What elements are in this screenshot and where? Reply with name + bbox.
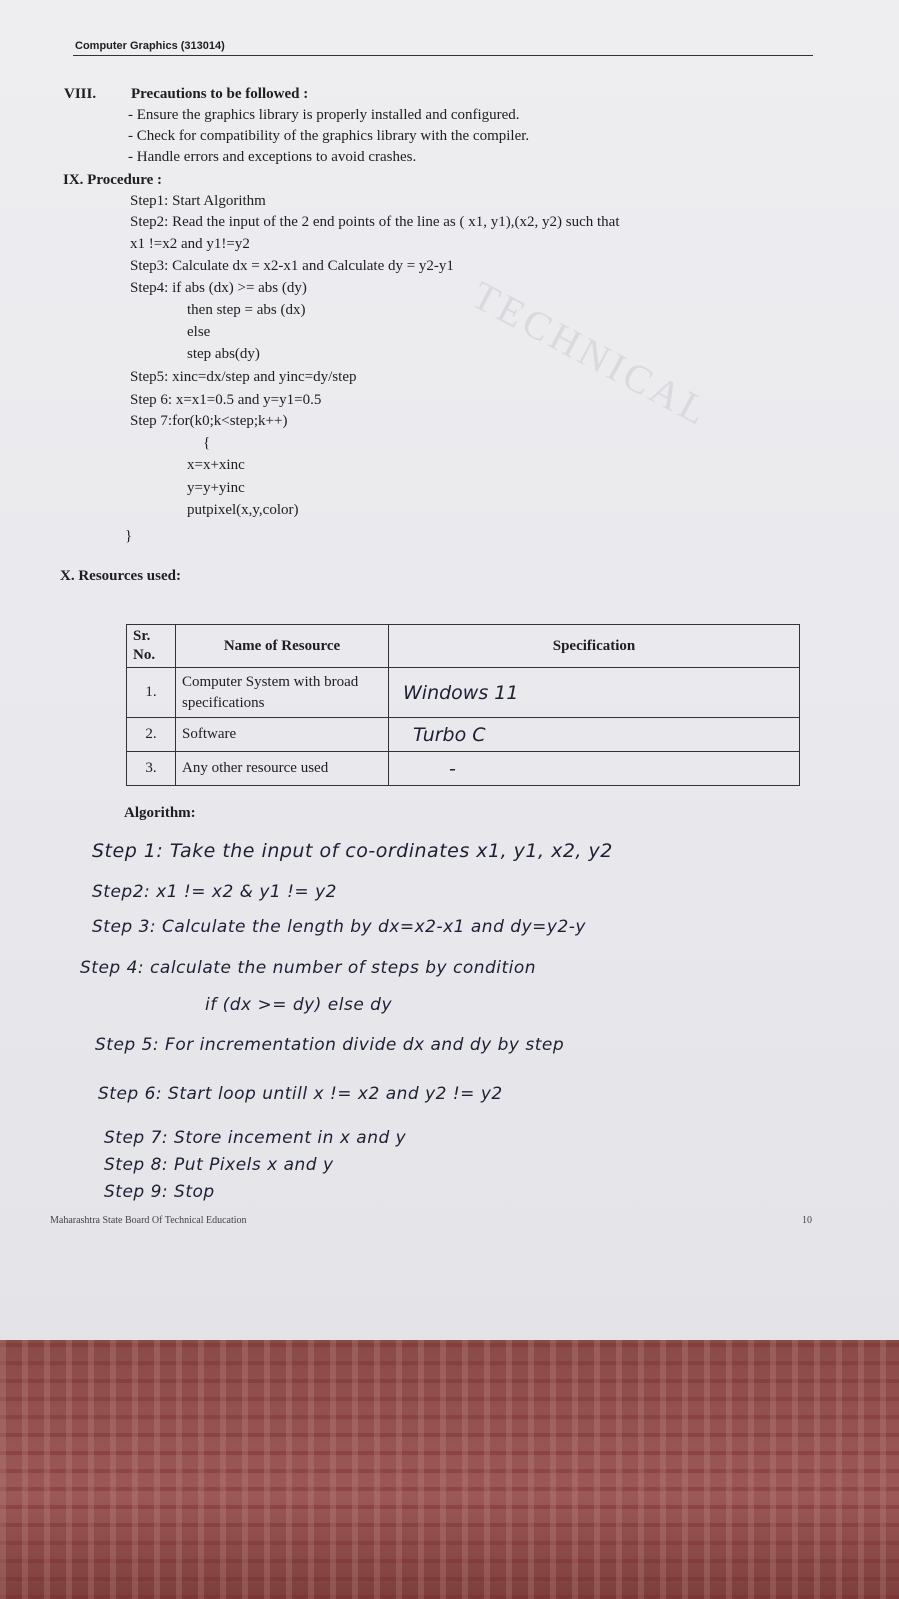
- procedure-line: Step5: xinc=dx/step and yinc=dy/step: [130, 369, 357, 385]
- table-row: [127, 668, 800, 718]
- procedure-line: Step4: if abs (dx) >= abs (dy): [130, 280, 307, 296]
- procedure-line: Step 6: x=x1=0.5 and y=y1=0.5: [130, 392, 322, 408]
- algorithm-step: Step 9: Stop: [104, 1182, 215, 1202]
- resources-table: [126, 624, 800, 786]
- cell-sr: 2.: [127, 718, 176, 752]
- cell-spec: Windows 11: [389, 668, 800, 718]
- cell-name: Computer System with broad specifications: [176, 668, 389, 718]
- cell-spec: Turbo C: [389, 718, 800, 752]
- algorithm-step: Step 8: Put Pixels x and y: [104, 1155, 334, 1175]
- precautions-title: Precautions to be followed :: [131, 86, 309, 102]
- procedure-line: putpixel(x,y,color): [187, 502, 299, 518]
- watermark-text: TECHNICAL: [464, 271, 718, 436]
- procedure-line: step abs(dy): [187, 346, 260, 362]
- procedure-line: Step2: Read the input of the 2 end points of the line as ( x1, y1),(x2, y2) such that: [130, 214, 620, 230]
- procedure-line: }: [125, 528, 133, 544]
- resources-title: X. Resources used:: [60, 568, 181, 584]
- background-carpet: [0, 1340, 899, 1599]
- procedure-line: x1 !=x2 and y1!=y2: [130, 236, 250, 252]
- precaution-item: - Handle errors and exceptions to avoid crashes.: [128, 149, 417, 165]
- cell-sr: 3.: [127, 752, 176, 786]
- procedure-line: else: [187, 324, 211, 340]
- procedure-line: then step = abs (dx): [187, 302, 306, 318]
- page-number: 10: [802, 1215, 812, 1226]
- cell-name: Any other resource used: [176, 752, 389, 786]
- procedure-line: x=x+xinc: [187, 457, 245, 473]
- header-name: Name of Resource: [176, 625, 389, 668]
- procedure-line: Step 7:for(k0;k<step;k++): [130, 413, 288, 429]
- algorithm-step: Step 6: Start loop untill x != x2 and y2 != y2: [98, 1084, 503, 1104]
- procedure-line: Step3: Calculate dx = x2-x1 and Calculate dy = y2-y1: [130, 258, 454, 274]
- header-sr-no: Sr. No.: [127, 625, 176, 668]
- cell-sr: 1.: [127, 668, 176, 718]
- precaution-item: - Check for compatibility of the graphics library with the compiler.: [128, 128, 530, 144]
- procedure-line: y=y+yinc: [187, 480, 245, 496]
- algorithm-step: if (dx >= dy) else dy: [205, 995, 393, 1015]
- header-specification: Specification: [389, 625, 800, 668]
- algorithm-step: Step2: x1 != x2 & y1 != y2: [92, 882, 337, 902]
- table-row: [127, 718, 800, 752]
- cell-name: Software: [176, 718, 389, 752]
- precautions-number: VIII.: [64, 86, 97, 102]
- algorithm-step: Step 1: Take the input of co-ordinates x1, y1, x2, y2: [92, 840, 613, 862]
- table-row: [127, 752, 800, 786]
- algorithm-title: Algorithm:: [124, 805, 196, 821]
- procedure-line: Step1: Start Algorithm: [130, 193, 266, 209]
- table-header-row: [127, 625, 800, 668]
- procedure-title: IX. Procedure :: [63, 172, 163, 188]
- header-rule: [73, 55, 813, 56]
- precaution-item: - Ensure the graphics library is properly installed and configured.: [128, 107, 520, 123]
- algorithm-step: Step 3: Calculate the length by dx=x2-x1 and dy=y2-y: [92, 917, 586, 937]
- footer-board: Maharashtra State Board Of Technical Education: [50, 1215, 247, 1226]
- procedure-line: {: [203, 435, 211, 451]
- algorithm-step: Step 5: For incrementation divide dx and dy by step: [95, 1035, 565, 1055]
- algorithm-step: Step 7: Store incement in x and y: [104, 1128, 407, 1148]
- cell-spec: -: [389, 752, 800, 786]
- document-header: Computer Graphics (313014): [75, 40, 225, 52]
- algorithm-step: Step 4: calculate the number of steps by condition: [80, 958, 537, 978]
